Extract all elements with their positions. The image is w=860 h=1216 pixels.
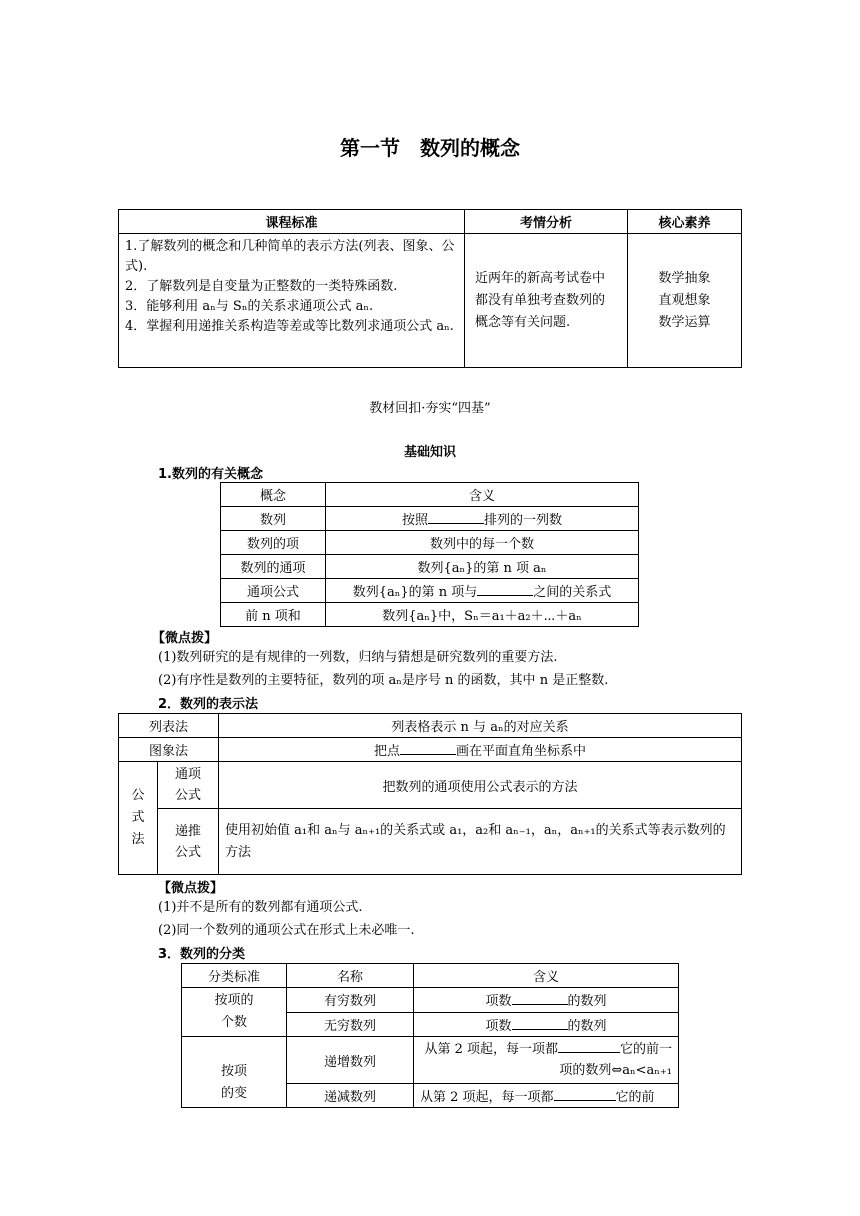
class-meaning: 从第 2 项起，每一项都 它的前一项的数列⇔aₙ<aₙ₊₁ — [414, 1037, 679, 1084]
class-name: 有穷数列 — [287, 988, 414, 1013]
class-meaning: 从第 2 项起，每一项都 它的前 — [414, 1084, 679, 1108]
header-standards: 课程标准 — [119, 210, 465, 234]
concept-name: 通项公式 — [221, 579, 326, 603]
fill-blank[interactable] — [512, 992, 568, 1005]
concept-meaning: 数列{aₙ}的第 n 项与 之间的关系式 — [326, 579, 639, 603]
fill-blank[interactable] — [554, 1088, 616, 1101]
literacy-item: 数学抽象 — [658, 270, 711, 286]
fill-blank[interactable] — [400, 742, 456, 755]
standard-item: 4．掌握利用递推关系构造等差或等比数列求通项公式 aₙ. — [125, 319, 454, 334]
concept-table — [220, 482, 639, 627]
fill-blank[interactable] — [558, 1040, 620, 1053]
class-header: 含义 — [414, 964, 679, 988]
rep-sublabel: 通项 公式 — [158, 762, 219, 809]
rep-label: 图象法 — [119, 738, 219, 762]
concept-name: 数列的项 — [221, 531, 326, 555]
standard-item: 1.了解数列的概念和几种简单的表示方法(列表、图象、公式). — [125, 239, 455, 274]
rep-text: 使用初始值 a₁和 aₙ与 aₙ₊₁的关系式或 a₁，a₂和 aₙ₋₁，aₙ，aₙ₊₁的关系式等表示数列的方法 — [219, 809, 742, 875]
header-analysis: 考情分析 — [465, 210, 628, 234]
concept-meaning: 按照 排列的一列数 — [326, 507, 639, 531]
part1-heading: 1.数列的有关概念 — [158, 467, 263, 482]
rep-text: 列表格表示 n 与 aₙ的对应关系 — [219, 714, 742, 738]
concept-name: 前 n 项和 — [221, 603, 326, 627]
rep-text: 把数列的通项使用公式表示的方法 — [219, 762, 742, 809]
tip-item: (1)数列研究的是有规律的一列数，归纳与猜想是研究数列的重要方法. — [158, 650, 558, 665]
rep-text: 把点 画在平面直角坐标系中 — [219, 738, 742, 762]
representation-table — [118, 713, 742, 875]
tip-title: 【微点拨】 — [158, 881, 224, 896]
rep-label: 列表法 — [119, 714, 219, 738]
page-title: 第一节 数列的概念 — [340, 136, 520, 160]
tip-title: 【微点拨】 — [152, 631, 218, 646]
fill-blank[interactable] — [512, 1017, 568, 1030]
header-literacy: 核心素养 — [628, 210, 742, 234]
concept-name: 数列 — [221, 507, 326, 531]
class-meaning: 项数 的数列 — [414, 1012, 679, 1037]
concept-meaning: 数列{aₙ}的第 n 项 aₙ — [326, 555, 639, 579]
rep-sublabel: 递推 公式 — [158, 809, 219, 875]
standard-item: 2．了解数列是自变量为正整数的一类特殊函数. — [125, 279, 398, 294]
class-name: 递增数列 — [287, 1037, 414, 1084]
concept-meaning: 数列中的每一个数 — [326, 531, 639, 555]
class-label: 按项 的变 — [182, 1037, 287, 1108]
standards-table — [118, 209, 742, 368]
literacy-item: 数学运算 — [658, 314, 711, 330]
part2-heading: 2．数列的表示法 — [158, 697, 259, 712]
concept-meaning: 数列{aₙ}中，Sₙ＝a₁＋a₂＋⋯＋aₙ — [326, 603, 639, 627]
analysis-text: 近两年的新高考试卷中都没有单独考查数列的概念等有关问题. — [475, 270, 606, 330]
fill-blank[interactable] — [477, 583, 533, 596]
class-meaning: 项数 的数列 — [414, 988, 679, 1013]
tip-item: (1)并不是所有的数列都有通项公式. — [158, 900, 363, 915]
part3-heading: 3．数列的分类 — [158, 947, 246, 962]
meaning-header: 含义 — [326, 483, 639, 507]
fill-blank[interactable] — [428, 511, 484, 524]
rep-label: 公 式 法 — [119, 762, 158, 875]
standards-cell — [119, 234, 465, 368]
tip-item: (2)同一个数列的通项公式在形式上未必唯一. — [158, 923, 415, 938]
class-name: 无穷数列 — [287, 1012, 414, 1037]
analysis-cell — [465, 234, 628, 368]
sub-header: 基础知识 — [403, 445, 456, 460]
section-header: 教材回扣·夯实“四基” — [369, 401, 491, 416]
concept-name: 数列的通项 — [221, 555, 326, 579]
concept-header: 概念 — [221, 483, 326, 507]
tip-item: (2)有序性是数列的主要特征，数列的项 aₙ是序号 n 的函数，其中 n 是正整数. — [158, 673, 609, 688]
literacy-item: 直观想象 — [658, 292, 711, 308]
class-header: 分类标准 — [182, 964, 287, 988]
literacy-cell — [628, 234, 742, 368]
classification-table — [181, 963, 679, 1108]
standard-item: 3．能够利用 aₙ与 Sₙ的关系求通项公式 aₙ. — [125, 299, 374, 314]
class-header: 名称 — [287, 964, 414, 988]
class-name: 递减数列 — [287, 1084, 414, 1108]
class-label: 按项的 个数 — [182, 988, 287, 1037]
